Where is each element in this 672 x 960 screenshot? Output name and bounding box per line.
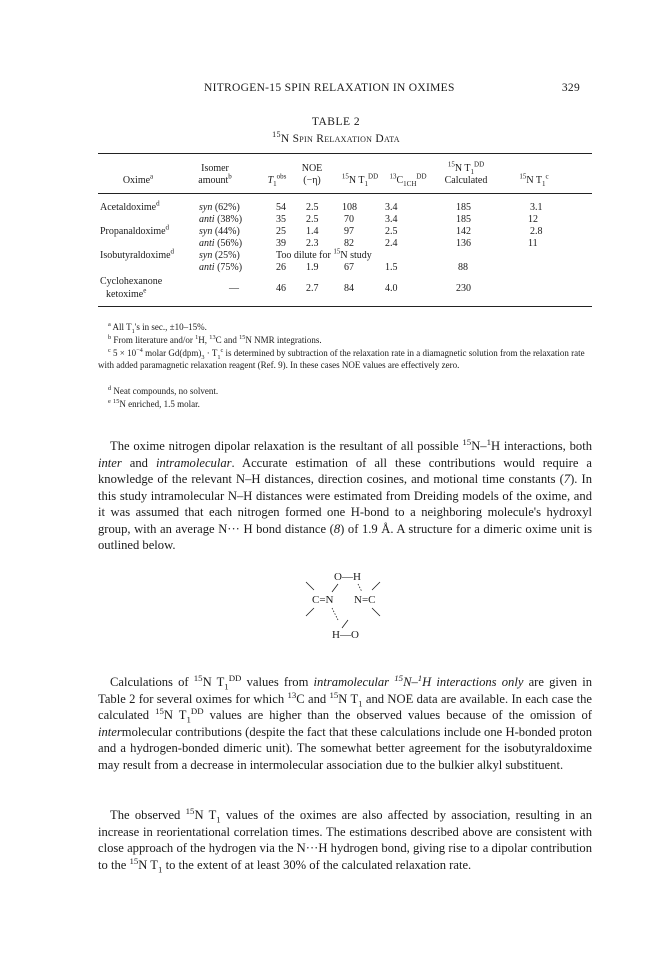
table-header-rule (98, 193, 592, 194)
col-header-calculated: $^{15}$N $T_1^{DD}$ Calculated (444, 160, 488, 186)
page-number: 329 (561, 82, 580, 94)
footnote-c: $^c$ $5 \times 10^{-4}$ molar $Gd(dpm)_3 \cdot T_1^c$ is determined by subtraction of the relaxation rate in a diamagnetic solution from the relaxation rate with added paramagnetic relaxation reagent (Ref. 9). In these cases NOE values are effectively zero. (98, 347, 585, 370)
footnote-a: $^a$ All $T_1's$ in sec., ±10–15%. (108, 321, 207, 335)
col-header-t1obs: $T_1^{obs}$ (267, 172, 287, 188)
table-top-rule (98, 153, 592, 154)
table-label: TABLE 2 (311, 116, 361, 128)
paragraph-1: The oxime nitrogen dipolar relaxation is the resultant of all possible $^{15}$N–$^1$H interactions, both inter and intramolecular. Accurate estimation of all these contributions would require a knowledge of the relevant N–H distances, direction cosines, and motional time constants (7). In this study intramolecular N–H distances were estimated from Dreiding models of the oxime, and it was assumed that each nitrogen formed one H-bond to a neighboring molecule's hydroxyl group, with an average N··· H bond distance (8) of 1.9 Å. A structure for a dimeric oxime unit is outlined below. (98, 436, 593, 552)
col-header-oxime: Oxime$^a$ (122, 172, 154, 186)
paragraph-2: Calculations of $^{15}$N $T_1^{DD}$ values from intramolecular $^{15}$N–$^1$H interactions only are given in Table 2 for several oximes for which $^{13}$C and $^{15}$N $T_1$ and NOE data are available. In each case the calculated $^{15}$N $T_1^{DD}$ values are higher than the observed values because of the omission of intermolecular contributions (despite the fact that these calculations include one H-bonded proton and a hydrogen-bonded dimeric unit). The somewhat better agreement for the isobutyraldoxime may result from a decrease in intermolecular association due to the bulkier alkyl substituent. (98, 672, 593, 772)
footnote-e: $^e$ $^{15}$N enriched, 1.5 molar. (108, 398, 200, 409)
col-header-c-tdd: $^{13}C_{1CH}^{DD}$ (389, 172, 427, 188)
structure-oh-label: O—H (334, 571, 361, 583)
col-header-t1c: $^{15}$N $T_1^c$ (519, 172, 549, 188)
footnote-b: $^b$ From literature and/or $^1$H, $^{13}$C and $^{15}$N NMR integrations. (108, 334, 322, 345)
journal-page: NITROGEN-15 SPIN RELAXATION IN OXIMES 329 TABLE 2 $^{15}$N Spin Relaxation Data Oxime$^a$ Isomer amount$^b$ $T_1^{obs}$ NOE (−η) $^{15}$N $T_1^{DD}$ $^{13}C_{1CH}^{DD}$ $^{15}$N $T_1^{DD}$ Calculated $^{15}$N $T_1^c$ Acetaldoxime$^d$ syn (62%) 54 2.5 108 3.4 185 3.1 anti (38%) 35 2.5 70 3.4 185 12 Propanaldoxime$^d$ syn (44%) 25 1.4 97 2.5 142 2.8 anti (56%) 39 2.3 82 2.4 136 11 Isobutyraldoxime$^d$ syn (25%) Too dilute for $^{15}$N study anti (75%) 26 1.9 67 1.5 88 Cyclohexanone ketoxime$^e$ — 46 2.7 84 4.0 230 $^a$ All $T_1's$ in sec., ±10–15%. $^b$ From literature and/or $^1$H, $^{13}$C and $^{15}$N NMR integrations. $^c$ $5 \times 10^{-4}$ molar $Gd(dpm)_3 \cdot T_1^c$ is determined by subtraction of the relaxation rate in a diamagnetic solution from the relaxation rate with added paramagnetic relaxation reagent (Ref. 9). In these cases NOE values are effectively zero. $^d$ Neat compounds, no solvent. $^e$ $^{15}$N enriched, 1.5 molar. The oxime nitrogen dipolar relaxation is the resultant of all possible $^{15}$N–$^1$H interactions, both inter and intramolecular. Accurate estimation of all these contributions would require a knowledge of the relevant N–H distances, direction cosines, and motional time constants (7). In this study intramolecular N–H distances were estimated from Dreiding models of the oxime, and it was assumed that each nitrogen formed one H-bond to a neighboring molecule's hydroxyl group, with an average N··· H bond distance (8) of 1.9 Å. A structure for a dimeric oxime unit is outlined below. O—H C=N N=C H—O Calculations of $^{15}$N $T_1^{DD}$ values from intramolecular $^{15}$N–$^1$H interactions only are given in Table 2 for several oximes for which $^{13}$C and $^{15}$N $T_1$ and NOE data are available. In each case the calculated $^{15}$N $T_1^{DD}$ values are higher than the observed values because of the omission of intermolecular contributions (despite the fact that these calculations include one H-bonded proton and a hydrogen-bonded dimeric unit). The somewhat better agreement for the isobutyraldoxime may result from a decrease in intermolecular association due to the bulkier alkyl substituent. The observed $^{15}$N $T_1$ values of the oximes are also affected by association, resulting in an increase in reorientational correlation times. The estimations described above are consistent with close approach of the hydrogen via the N···H hydrogen bond, giving rise to a dipolar contribution to the $^{15}$N $T_1$ to the extent of at least 30% of the calculated relaxation rate. (0, 0, 672, 960)
dimeric-oxime-structure (288, 560, 398, 650)
structure-cn-right-label: N=C (354, 594, 376, 606)
table-bottom-rule (98, 306, 592, 307)
running-title: NITROGEN-15 SPIN RELAXATION IN OXIMES (204, 82, 455, 94)
col-header-noe: NOE (−η) (301, 163, 323, 186)
table-title: $^{15}$N Spin Relaxation Data (272, 130, 400, 145)
structure-ho-label: H—O (332, 629, 359, 641)
structure-cn-left-label: C=N (312, 594, 334, 606)
footnote-d: $^d$ Neat compounds, no solvent. (108, 385, 219, 396)
col-header-isomer: Isomer amount$^b$ (198, 163, 232, 186)
paragraph-3: The observed $^{15}$N $T_1$ values of the oximes are also affected by association, resulting in an increase in reorientational correlation times. The estimations described above are consistent with close approach of the hydrogen via the N···H hydrogen bond, giving rise to a dipolar contribution to the $^{15}$N $T_1$ to the extent of at least 30% of the calculated relaxation rate. (98, 805, 593, 875)
col-header-n-tdd: $^{15}$N $T_1^{DD}$ (341, 172, 379, 188)
